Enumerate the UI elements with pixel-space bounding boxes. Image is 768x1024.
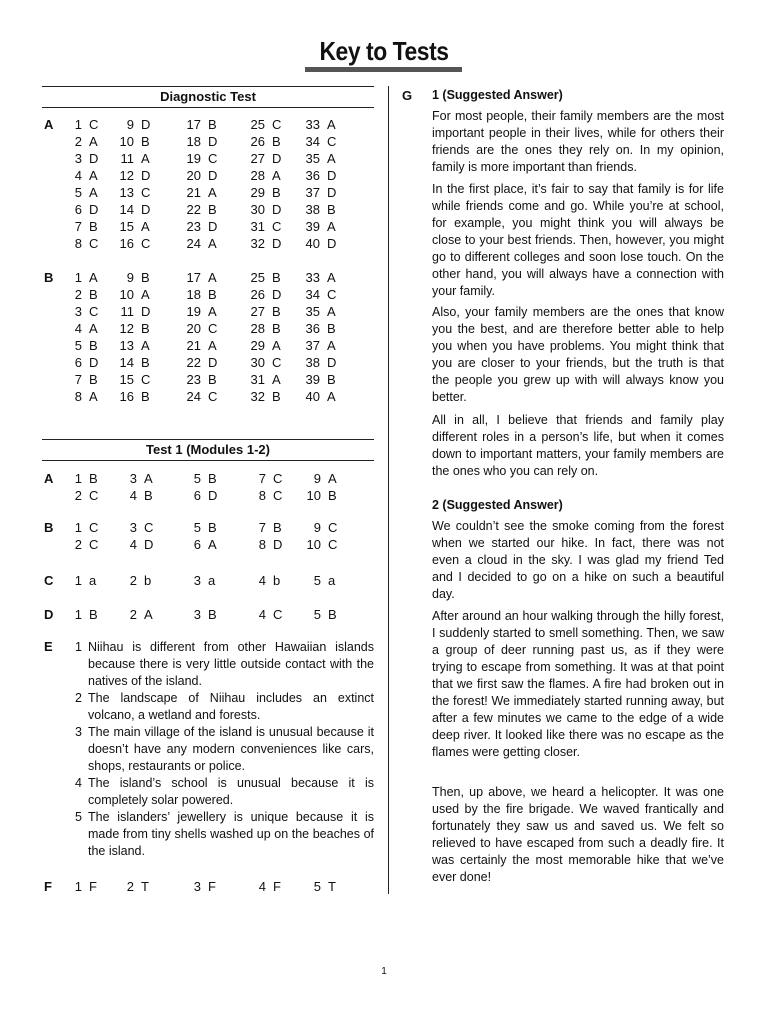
answer: B: [141, 270, 150, 285]
question-number: 2: [74, 488, 82, 503]
section-label: G: [402, 88, 413, 103]
question-number: 9: [313, 471, 321, 486]
answer: A: [208, 270, 217, 285]
q1-paragraph-3: Also, your family members are the ones that know you the best, and are therefore better able to help you when you have problems. You might think that you are closer to your friends, but the truth is that the people you grew up with will always know you better.: [432, 305, 724, 404]
question-number: 24: [186, 389, 201, 404]
question-number: 9: [313, 520, 321, 535]
question-number: 16: [119, 389, 134, 404]
question-number: 2: [126, 879, 134, 894]
question-number: 33: [305, 117, 320, 132]
answer: C: [328, 520, 338, 535]
answer: B: [272, 321, 281, 336]
answer: C: [272, 355, 282, 370]
question-number: 3: [74, 304, 82, 319]
question-number: 8: [258, 537, 266, 552]
question-number: 5: [313, 879, 321, 894]
question-number: 37: [305, 338, 320, 353]
question-number: 10: [306, 488, 321, 503]
section-label: A: [44, 117, 54, 132]
answer: A: [272, 338, 281, 353]
title-underline: [305, 67, 462, 72]
question-number: 39: [305, 219, 320, 234]
question-number: 31: [250, 219, 265, 234]
question-number: 20: [186, 321, 201, 336]
question-number: 39: [305, 372, 320, 387]
answer: A: [208, 537, 217, 552]
question-number: 13: [119, 185, 134, 200]
answer: C: [273, 607, 283, 622]
answer: D: [141, 304, 151, 319]
answer: C: [272, 219, 282, 234]
answer: D: [141, 202, 151, 217]
answer: D: [208, 168, 218, 183]
item-number: 3: [75, 725, 82, 739]
question-number: 11: [120, 304, 134, 319]
question-number: 8: [258, 488, 266, 503]
question-number: 4: [74, 321, 82, 336]
answer: B: [141, 134, 150, 149]
item-text: The landscape of Niihau includes an extinct volcano, a wetland and forests.: [88, 691, 374, 722]
answer: D: [327, 168, 337, 183]
answer: A: [144, 607, 153, 622]
question-number: 5: [74, 338, 82, 353]
question-number: 35: [305, 151, 320, 166]
q1-paragraph-4: All in all, I believe that friends and family play different roles in a person’s life, but when it comes down to important matters, your family members are the ones who you can rely on.: [432, 413, 724, 478]
question-number: 28: [250, 321, 265, 336]
question-number: 29: [250, 338, 265, 353]
question-number: 1: [74, 117, 82, 132]
answer: A: [272, 168, 281, 183]
question-number: 9: [126, 117, 134, 132]
answer: D: [89, 355, 99, 370]
question-number: 10: [306, 537, 321, 552]
page-number: 1: [381, 966, 387, 977]
question-number: 11: [120, 151, 134, 166]
answer: C: [144, 520, 154, 535]
question-number: 5: [193, 520, 201, 535]
answer: A: [89, 134, 98, 149]
answer: A: [327, 151, 336, 166]
answer: A: [141, 338, 150, 353]
answer: D: [327, 236, 337, 251]
question-number: 32: [250, 389, 265, 404]
question-number: 23: [186, 372, 201, 387]
item-text: The islanders’ jewellery is unique because it is made from tiny shells washed up on the beaches of the island.: [88, 810, 374, 858]
answer: b: [144, 573, 152, 588]
answer: B: [208, 372, 217, 387]
diagnostic-heading: Diagnostic Test: [42, 86, 374, 108]
answer: F: [208, 879, 216, 894]
answer: D: [141, 117, 151, 132]
question-number: 22: [186, 202, 201, 217]
answer: C: [141, 236, 151, 251]
item-number: 1: [75, 640, 82, 654]
section-label: B: [44, 270, 54, 285]
question-number: 6: [74, 355, 82, 370]
question-number: 17: [186, 270, 201, 285]
question-number: 20: [186, 168, 201, 183]
question-number: 31: [250, 372, 265, 387]
question-number: 40: [305, 389, 320, 404]
answer: B: [272, 185, 281, 200]
answer: B: [141, 321, 150, 336]
answer: B: [327, 202, 336, 217]
answer: A: [327, 338, 336, 353]
answer: C: [89, 537, 99, 552]
question-number: 37: [305, 185, 320, 200]
question-number: 5: [313, 607, 321, 622]
q1-heading: 1 (Suggested Answer): [432, 88, 563, 102]
question-number: 8: [74, 236, 82, 251]
question-number: 36: [305, 168, 320, 183]
question-number: 5: [193, 471, 201, 486]
question-number: 2: [74, 287, 82, 302]
question-number: 7: [74, 219, 82, 234]
question-number: 30: [250, 202, 265, 217]
question-number: 6: [193, 537, 201, 552]
question-number: 4: [129, 488, 137, 503]
answer: B: [208, 471, 217, 486]
answer: D: [208, 355, 218, 370]
question-number: 14: [119, 202, 134, 217]
q2-paragraph-3: Then, up above, we heard a helicopter. It was one used by the fire brigade. We waved frantically and fortunately they saw us and saved us. We felt so relieved to have escaped from such a deadly fire. It was certainly the most memorable hike that we’ve ever done!: [432, 785, 724, 884]
answer: A: [89, 270, 98, 285]
question-number: 18: [186, 287, 201, 302]
answer: D: [89, 151, 99, 166]
answer: D: [327, 355, 337, 370]
item-text: The main village of the island is unusual because it doesn’t have any modern conveniences like cars, shops, restaurants or police.: [88, 725, 374, 773]
question-number: 34: [305, 134, 320, 149]
item-number: 4: [75, 776, 82, 790]
question-number: 16: [119, 236, 134, 251]
answer: A: [327, 389, 336, 404]
answer: B: [89, 372, 98, 387]
item-number: 5: [75, 810, 82, 824]
q2-heading: 2 (Suggested Answer): [432, 498, 563, 512]
answer: A: [208, 304, 217, 319]
question-number: 34: [305, 287, 320, 302]
question-number: 10: [119, 287, 134, 302]
question-number: 21: [186, 185, 201, 200]
question-number: 2: [74, 537, 82, 552]
section-label: B: [44, 520, 54, 535]
question-number: 19: [186, 151, 201, 166]
answer: D: [272, 202, 282, 217]
question-number: 2: [129, 573, 137, 588]
question-number: 12: [119, 168, 134, 183]
answer: D: [327, 185, 337, 200]
answer: B: [328, 607, 337, 622]
question-number: 3: [129, 520, 137, 535]
answer: A: [89, 321, 98, 336]
answer: C: [208, 151, 218, 166]
question-number: 14: [119, 355, 134, 370]
column-divider: [388, 86, 389, 894]
question-number: 4: [258, 573, 266, 588]
answer: C: [327, 134, 337, 149]
answer: A: [327, 270, 336, 285]
question-number: 15: [119, 372, 134, 387]
question-number: 7: [74, 372, 82, 387]
answer: D: [208, 488, 218, 503]
answer: B: [89, 471, 98, 486]
answer: A: [89, 168, 98, 183]
question-number: 40: [305, 236, 320, 251]
answer: C: [89, 520, 99, 535]
answer: A: [327, 304, 336, 319]
question-number: 35: [305, 304, 320, 319]
section-label: A: [44, 471, 54, 486]
question-number: 6: [74, 202, 82, 217]
question-number: 28: [250, 168, 265, 183]
question-number: 22: [186, 355, 201, 370]
question-number: 21: [186, 338, 201, 353]
question-number: 32: [250, 236, 265, 251]
answer: C: [328, 537, 338, 552]
question-number: 6: [193, 488, 201, 503]
answer: A: [272, 372, 281, 387]
question-number: 7: [258, 520, 266, 535]
question-number: 29: [250, 185, 265, 200]
answer: B: [208, 287, 217, 302]
question-number: 3: [193, 879, 201, 894]
test1-heading: Test 1 (Modules 1-2): [42, 439, 374, 461]
question-number: 12: [119, 321, 134, 336]
question-number: 1: [74, 573, 82, 588]
answer: F: [89, 879, 97, 894]
question-number: 3: [74, 151, 82, 166]
answer: A: [327, 117, 336, 132]
answer: C: [327, 287, 337, 302]
answer: T: [328, 879, 336, 894]
question-number: 10: [119, 134, 134, 149]
answer: C: [208, 389, 218, 404]
question-number: 36: [305, 321, 320, 336]
answer: B: [272, 134, 281, 149]
q2-paragraph-2: After around an hour walking through the hilly forest, I suddenly started to smell something. Then, we saw a group of deer running past us, as if they were trying to escape from something. It was at that point that we first saw the flames. A fire had broken out in the forest! We immediately started running away, but after a few minutes we came to the edge of a wide deep river. It looked like there was no escape as the flames were getting closer.: [432, 609, 724, 759]
answer: A: [144, 471, 153, 486]
answer: D: [144, 537, 154, 552]
answer: C: [272, 117, 282, 132]
answer: C: [208, 321, 218, 336]
question-number: 26: [250, 134, 265, 149]
question-number: 4: [258, 879, 266, 894]
answer: a: [89, 573, 97, 588]
question-number: 38: [305, 355, 320, 370]
answer: A: [327, 219, 336, 234]
answer: D: [272, 151, 282, 166]
answer: B: [89, 287, 98, 302]
answer: B: [208, 607, 217, 622]
answer: C: [89, 117, 99, 132]
answer: a: [328, 573, 336, 588]
answer: C: [141, 372, 151, 387]
answer: C: [89, 488, 99, 503]
question-number: 33: [305, 270, 320, 285]
answer: A: [141, 287, 150, 302]
answer: D: [89, 202, 99, 217]
answer: B: [208, 117, 217, 132]
answer: D: [272, 287, 282, 302]
q1-paragraph-2: In the first place, it’s fair to say that family is for life while friends come and go. While you’re at school, for example, you might think you will always be close to your best friends. Then, however, you might go to different colleges and soon lose touch. On the other hand, you will always have a connection with your family.: [432, 182, 724, 298]
answer: A: [208, 236, 217, 251]
answer: D: [273, 537, 283, 552]
question-number: 2: [129, 607, 137, 622]
answer: B: [272, 389, 281, 404]
question-number: 4: [74, 168, 82, 183]
question-number: 1: [74, 270, 82, 285]
question-number: 25: [250, 117, 265, 132]
answer: A: [328, 471, 337, 486]
question-number: 1: [74, 471, 82, 486]
answer: A: [141, 151, 150, 166]
question-number: 26: [250, 287, 265, 302]
q1-paragraph-1: For most people, their family members are the most important people in their lives, while for others their friends are the ones they rely on. In my opinion, family is more important than friends.: [432, 109, 724, 174]
answer: a: [208, 573, 216, 588]
question-number: 1: [74, 879, 82, 894]
section-label: D: [44, 607, 54, 622]
question-number: 27: [250, 304, 265, 319]
question-number: 9: [126, 270, 134, 285]
question-number: 4: [129, 537, 137, 552]
question-number: 24: [186, 236, 201, 251]
answer: F: [273, 879, 281, 894]
answer: C: [89, 304, 99, 319]
question-number: 4: [258, 607, 266, 622]
question-number: 1: [74, 520, 82, 535]
section-label: F: [44, 879, 52, 894]
answer: C: [273, 488, 283, 503]
answer: A: [89, 389, 98, 404]
answer: C: [141, 185, 151, 200]
item-number: 2: [75, 691, 82, 705]
question-number: 23: [186, 219, 201, 234]
question-number: 27: [250, 151, 265, 166]
answer: D: [208, 219, 218, 234]
answer: D: [208, 134, 218, 149]
question-number: 3: [193, 573, 201, 588]
question-number: 3: [193, 607, 201, 622]
question-number: 3: [129, 471, 137, 486]
answer: B: [272, 304, 281, 319]
question-number: 7: [258, 471, 266, 486]
question-number: 13: [119, 338, 134, 353]
question-number: 5: [74, 185, 82, 200]
answer: A: [141, 219, 150, 234]
question-number: 1: [74, 607, 82, 622]
answer: C: [273, 471, 283, 486]
answer: B: [144, 488, 153, 503]
q2-paragraph-1: We couldn’t see the smoke coming from the forest when we started our hike. In fact, there was not even a cloud in the sky. I was glad my friend Ted and I decided to go on a hike on such a beautiful day.: [432, 519, 724, 601]
answer: T: [141, 879, 149, 894]
question-number: 15: [119, 219, 134, 234]
section-label: C: [44, 573, 54, 588]
question-number: 5: [313, 573, 321, 588]
answer: B: [272, 270, 281, 285]
question-number: 18: [186, 134, 201, 149]
answer: B: [327, 321, 336, 336]
answer: B: [327, 372, 336, 387]
item-text: Niihau is different from other Hawaiian islands because there is very little outside contact with the natives of the island.: [88, 640, 374, 688]
answer: D: [272, 236, 282, 251]
question-number: 25: [250, 270, 265, 285]
answer: B: [89, 607, 98, 622]
question-number: 17: [186, 117, 201, 132]
answer: A: [208, 185, 217, 200]
answer: B: [208, 520, 217, 535]
question-number: 38: [305, 202, 320, 217]
question-number: 8: [74, 389, 82, 404]
answer: B: [141, 389, 150, 404]
answer: B: [89, 338, 98, 353]
section-label: E: [44, 639, 53, 654]
answer: C: [89, 236, 99, 251]
answer: B: [328, 488, 337, 503]
question-number: 19: [186, 304, 201, 319]
answer: B: [273, 520, 282, 535]
answer: B: [208, 202, 217, 217]
answer: D: [141, 168, 151, 183]
question-number: 2: [74, 134, 82, 149]
answer: A: [208, 338, 217, 353]
answer: B: [141, 355, 150, 370]
answer: B: [89, 219, 98, 234]
answer: A: [89, 185, 98, 200]
item-text: The island’s school is unusual because it is completely solar powered.: [88, 776, 374, 807]
answer: b: [273, 573, 281, 588]
question-number: 30: [250, 355, 265, 370]
page-title: Key to Tests: [319, 36, 449, 66]
